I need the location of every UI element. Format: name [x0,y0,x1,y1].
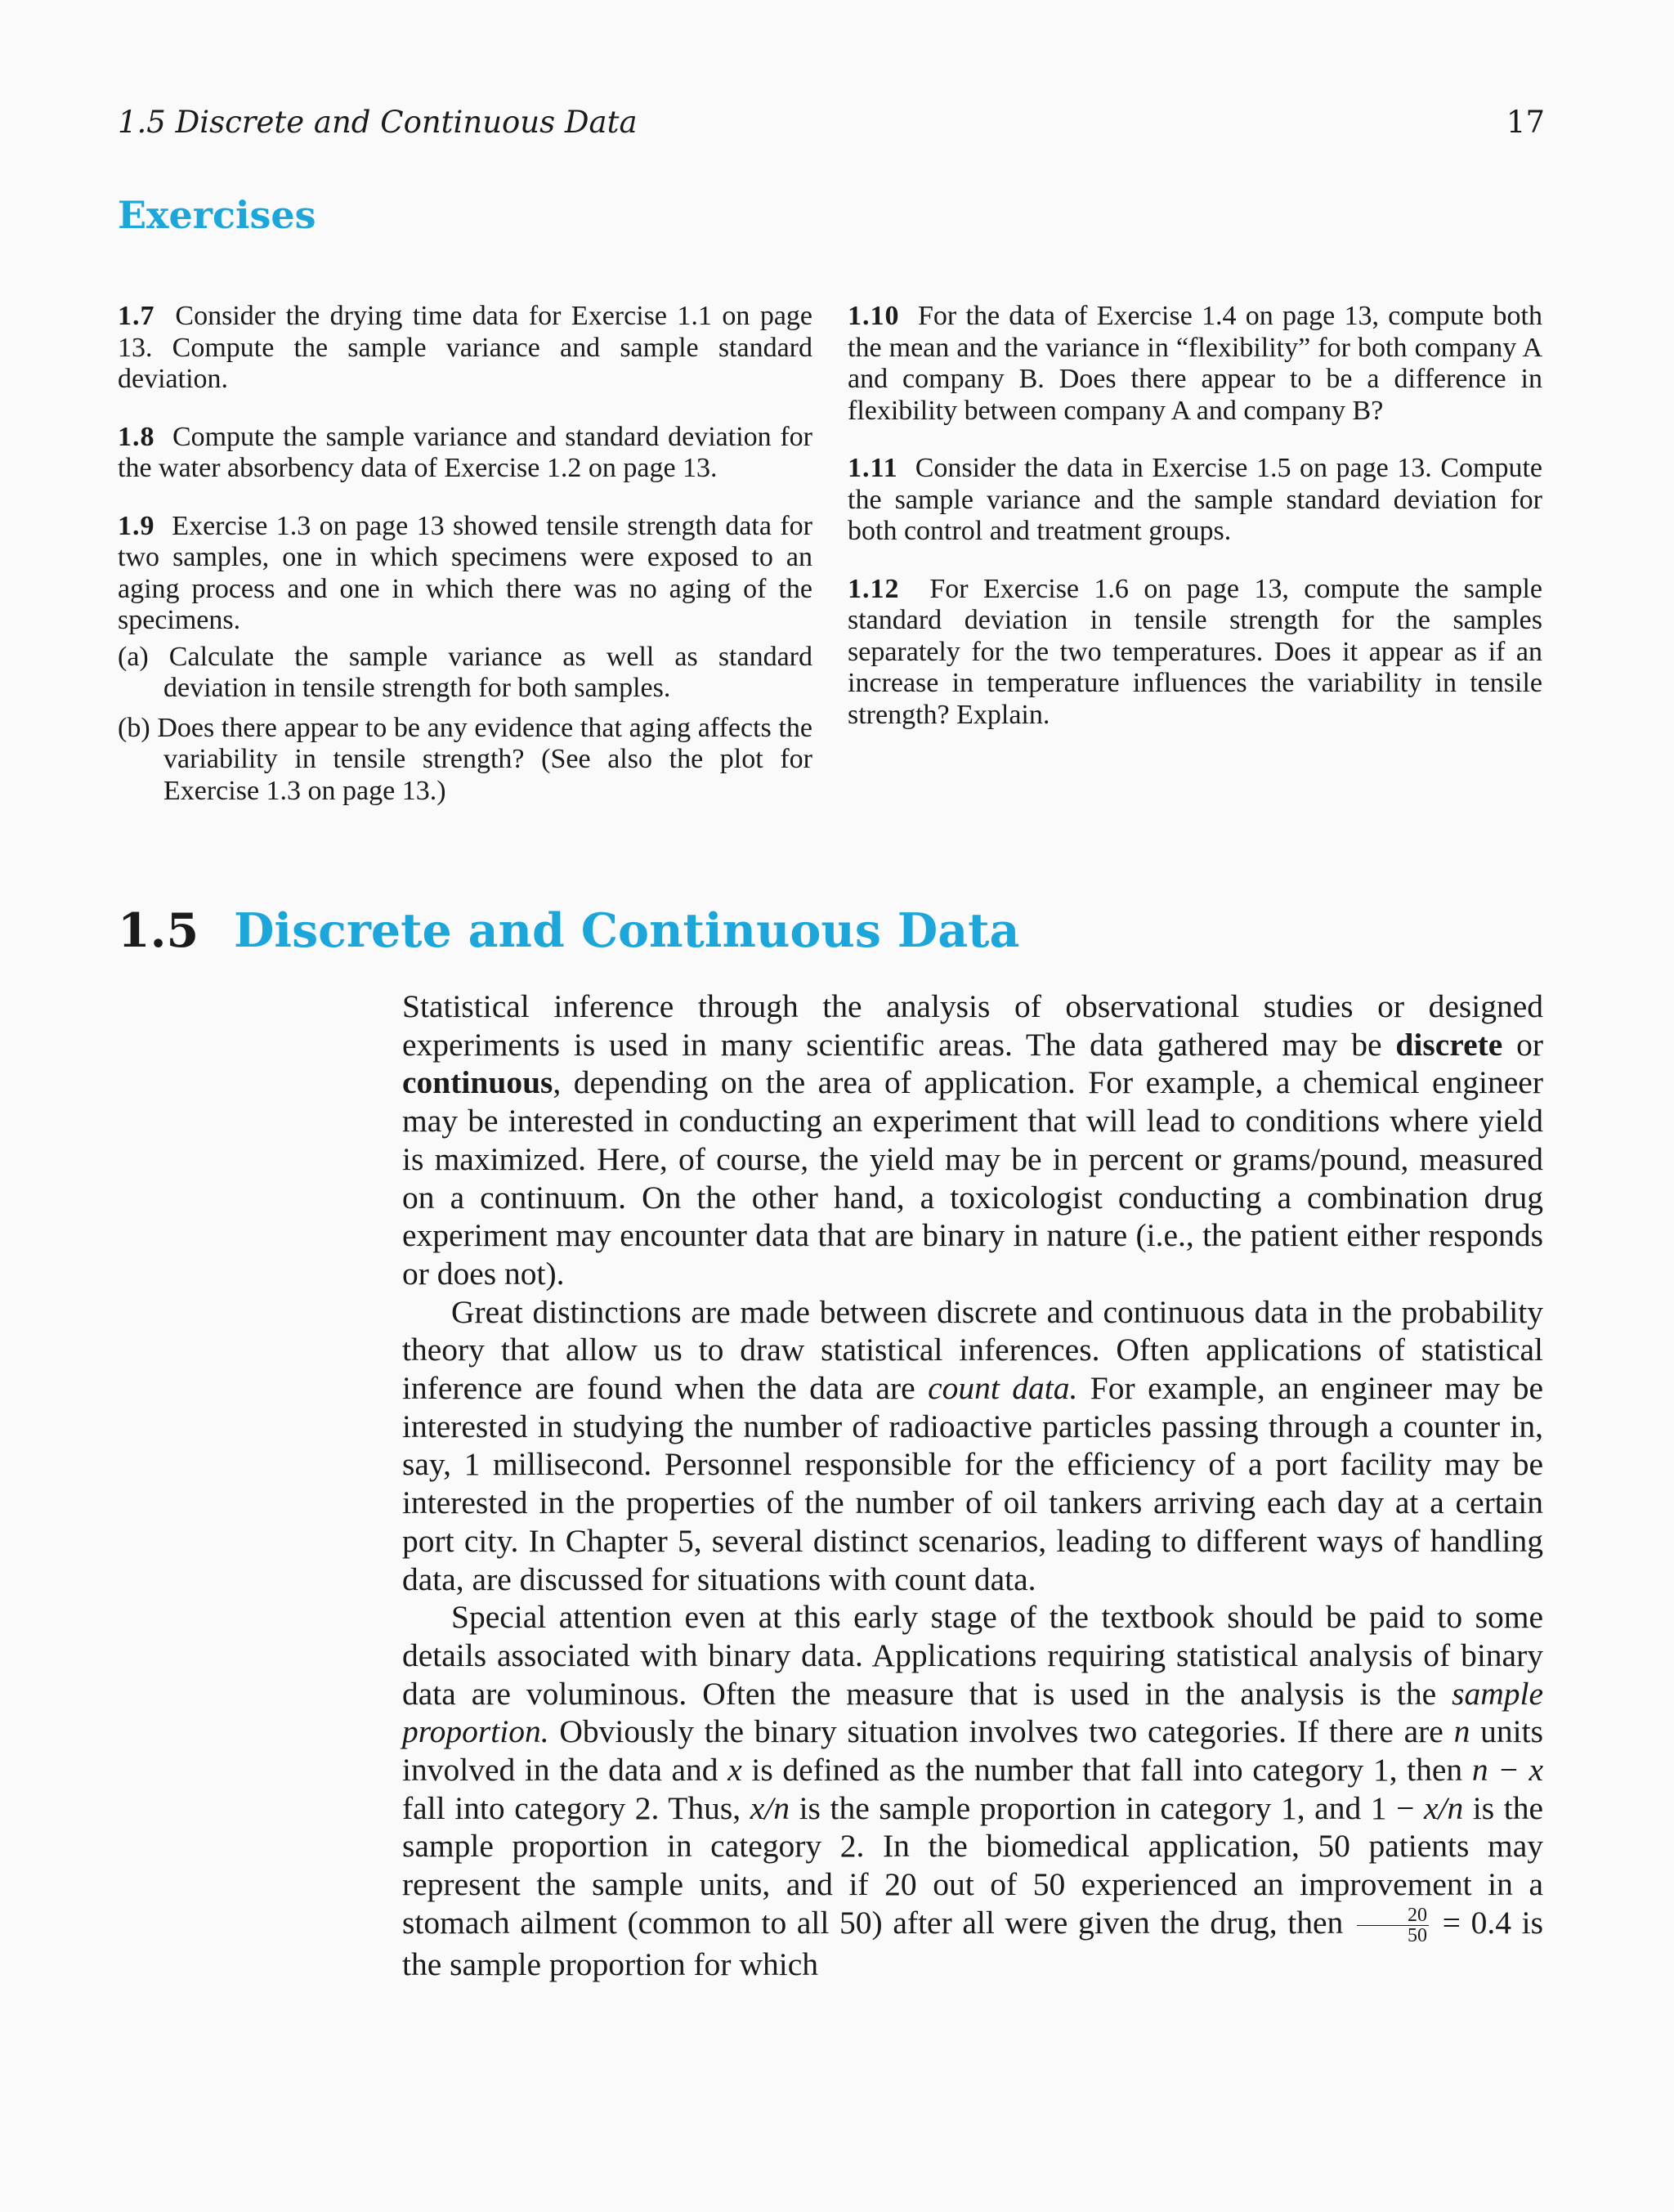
exercise-1-9 [118,511,812,637]
p3-text-e: fall into category 2. Thus, [402,1789,750,1826]
p1-text-c: , depending on the area of application. For example, a chemical engineer may be interested in conducting an experiment that will lead to conditions where yield is maximized. Here, of course, the yield may be in percent or grams/pound, measured on a continuum. On the other hand, a toxicologist conducting a combination drug experiment may encounter data that are binary in nature (i.e., the patient either responds or does not). [402,1064,1543,1292]
term-sample-proportion: sample proportion. [402,1675,1543,1750]
section-heading [118,903,1019,958]
exercise-1-8 [118,422,812,485]
exercise-1-11 [848,453,1542,548]
p3-text-d: is defined as the number that fall into category 1, then [741,1752,1472,1789]
p2-text-b: For example, an engineer may be interested in studying the number of radioactive particles passing through a counter in, say, 1 millisecond. Personnel responsible for the efficiency of a port facility may be interested in the properties of the number of oil tankers arriving each day at a certain port city. In Chapter 5, several distinct scenarios, leading to different ways of handling data, are discussed for situations with count data. [402,1370,1543,1597]
term-discrete: discrete [1395,1026,1503,1063]
exercises-heading: Exercises [118,193,316,237]
fraction-20-50 [1357,1905,1429,1946]
paragraph-1 [402,987,1543,1293]
exercise-number: 1.8 [118,421,155,452]
exercise-1-12 [848,574,1542,732]
term-continuous: continuous [402,1064,553,1101]
exercise-number: 1.9 [118,510,155,541]
fraction-numerator: 20 [1357,1905,1429,1926]
running-head [118,105,1545,140]
exercise-1-10 [848,301,1542,427]
math-x-over-n: x/n [1423,1789,1464,1826]
exercises-right-column [848,301,1542,731]
exercise-text: For the data of Exercise 1.4 on page 13, compute both the mean and the variance in “flexibility” for both company A and company B. Does there appear to be a difference in flexibility between company A and company B? [848,301,1543,426]
exercise-number: 1.10 [848,301,900,331]
section-title: Discrete and Continuous Data [234,903,1020,958]
p1-text-b: or [1502,1026,1544,1063]
exercise-number: 1.7 [118,301,155,331]
running-head-title: 1.5 Discrete and Continuous Data [118,105,638,140]
p1-text-a: Statistical inference through the analysis of observational studies or designed experiments is used in many scientific areas. The data gathered may be [402,988,1543,1063]
exercise-number: 1.12 [848,573,900,604]
math-x: x [727,1752,742,1789]
exercise-number: 1.11 [848,453,898,483]
fraction-denominator: 50 [1407,1925,1427,1947]
paragraph-2 [402,1293,1543,1599]
p3-text-b: Obviously the binary situation involves two categories. If there are [548,1713,1454,1750]
paragraph-3 [402,1598,1543,1984]
p3-text-f: is the sample proportion in category 1, and 1 − [790,1789,1424,1826]
exercise-1-7 [118,301,812,396]
exercise-1-9-part-b: (b) Does there appear to be any evidence that aging affects the variability in tensile strength? (See also the plot for Exercise 1.3 on page 13.) [118,712,812,806]
exercise-text: Compute the sample variance and standard deviation for the water absorbency data of Exercise 1.2 on page 13. [118,421,813,483]
math-x-over-n: x/n [750,1789,790,1826]
exercise-1-9-part-a: (a) Calculate the sample variance as well as standard deviation in tensile strength for both samples. [118,641,812,703]
p3-text-a: Special attention even at this early stage of the textbook should be paid to some details associated with binary data. Applications requiring statistical analysis of binary data are voluminous. Often the measure that is used in the analysis is the [402,1599,1543,1712]
exercises-left-column [118,301,812,807]
section-number: 1.5 [118,903,199,958]
exercise-text: Consider the drying time data for Exercise 1.1 on page 13. Compute the sample variance and sample standard deviation. [118,301,813,394]
p2-text-a: Great distinctions are made between discrete and continuous data in the probability theory that allow us to draw statistical inferences. Often applications of statistical inference are found when the data are [402,1293,1543,1407]
p3-text-c: units involved in the data and [402,1713,1543,1789]
section-body [402,987,1543,1984]
term-count-data: count data. [928,1370,1078,1407]
exercise-text: For Exercise 1.6 on page 13, compute the sample standard deviation in tensile strength for the samples separately for the two temperatures. Does it appear as if an increase in temperature influences the variability in tensile strength? Explain. [848,573,1542,730]
exercise-text: Consider the data in Exercise 1.5 on page 13. Compute the sample variance and the sample standard deviation for both control and treatment groups. [848,453,1543,546]
math-n: n [1453,1713,1470,1750]
p3-text-h: = 0.4 is the sample proportion for which [402,1904,1543,1983]
math-n-minus-x: n − x [1471,1752,1544,1789]
page-number: 17 [1506,105,1545,140]
exercise-text: Exercise 1.3 on page 13 showed tensile strength data for two samples, one in which specimens were exposed to an aging process and one in which there was no aging of the specimens. [118,510,812,635]
p3-text-g: is the sample proportion in category 2. In the biomedical application, 50 patients may represent the sample units, and if 20 out of 50 experienced an improvement in a stomach ailment (common to all 50) after all were given the drug, then [402,1789,1543,1941]
